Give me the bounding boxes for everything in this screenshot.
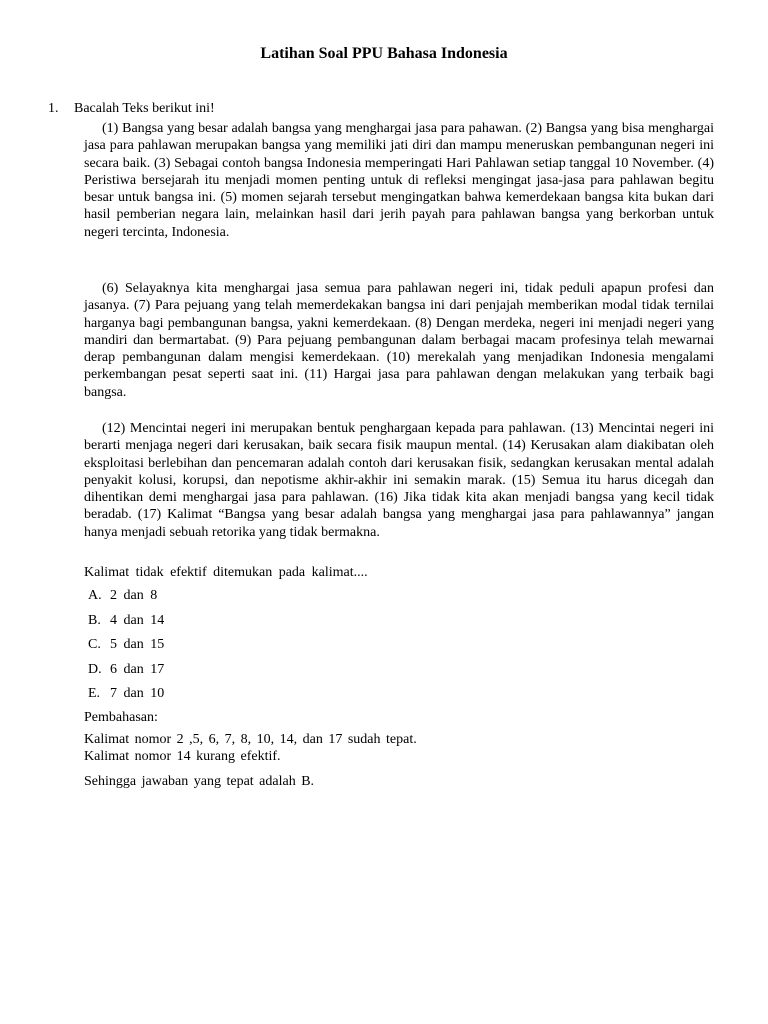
- answer-option-a: [88, 587, 164, 612]
- answer-option-e: [88, 685, 164, 710]
- option-text: 5 dan 15: [110, 637, 165, 652]
- option-text: 4 dan 14: [110, 612, 165, 628]
- question-prompt: Bacalah Teks berikut ini!: [74, 101, 215, 116]
- option-letter: C.: [88, 637, 101, 652]
- answer-option-d: [88, 661, 164, 686]
- option-text: 6 dan 17: [110, 661, 165, 677]
- option-letter: A.: [88, 588, 102, 603]
- answer-option-c: [88, 636, 164, 661]
- answer-option-b: [88, 612, 164, 637]
- option-letter: D.: [88, 661, 102, 677]
- option-letter: E.: [88, 686, 101, 701]
- question-stem: Kalimat tidak efektif ditemukan pada kalimat....: [84, 565, 368, 580]
- discussion-label: Pembahasan:: [84, 710, 158, 725]
- option-text: 7 dan 10: [110, 686, 165, 701]
- option-text: 2 dan 8: [110, 588, 158, 603]
- answer-options: [88, 587, 164, 710]
- document-title: Latihan Soal PPU Bahasa Indonesia: [260, 45, 508, 62]
- option-letter: B.: [88, 612, 101, 628]
- text-paragraph-1: (1) Bangsa yang besar adalah bangsa yang menghargai jasa para pahawan. (2) Bangsa yang bisa menghargai jasa para pahlawan merupakan bangsa yang memiliki jati diri dan mampu meneruskan pembangunan negeri ini secara baik. (3) Sebagai contoh bangsa Indonesia memperingati Hari Pahlawan setiap tanggal 10 November. (4) Peristiwa bersejarah itu menjadi momen penting untuk di refleksi mengingat jasa-jasa para pahlawan begitu besar untuk bangsa ini. (5) momen sejarah tersebut mengingatkan bahwa kemerdekaan bangsa kita bukan dari hasil pemberian negara lain, melainkan hasil dari jerih payah para pahlawan bangsa yang berkorban untuk negeri tercinta, Indonesia.: [84, 121, 714, 240]
- text-paragraph-3: (12) Mencintai negeri ini merupakan bentuk penghargaan kepada para pahlawan. (13) Mencintai negeri ini berarti menjaga negeri dari kerusakan, baik secara fisik maupun mental. (14) Kerusakan alam diakibatan oleh eksploitasi berlebihan dan pencemaran adalah contoh dari kerusakan fisik, sedangkan kerusakan mental adalah penyakit kolusi, korupsi, dan nepotisme akhir-akhir ini semakin marak. (15) Semua itu harus dicegah dan dihentikan demi menghargai jasa para pahlawan. (16) Jika tidak kita akan menjadi bangsa yang kecil tidak beradab. (17) Kalimat “Bangsa yang besar adalah bangsa yang menghargai jasa para pahlawannya” jangan hanya menjadi sebuah retorika yang tidak bermakna.: [84, 421, 714, 540]
- discussion-conclusion: Sehingga jawaban yang tepat adalah B.: [84, 774, 315, 789]
- question-number: 1.: [48, 101, 59, 116]
- text-paragraph-2: (6) Selayaknya kita menghargai jasa semua para pahlawan negeri ini, tidak peduli apapun profesi dan jasanya. (7) Para pejuang yang telah memerdekakan bangsa ini dari penjajah memberikan modal tidak ternilai harganya bagi pembangunan bangsa, yakni kemerdekaan. (8) Dengan merdeka, negeri ini menjadi negeri yang mandiri dan bermartabat. (9) Para pejuang pembangunan dalam berbagai macam profesinya telah mewarnai derap pembangunan dalam mengisi kemerdekaan. (10) merekalah yang menjadikan Indonesia mengalami perkembangan pesat seperti saat ini. (11) Hargai jasa para pahlawan dengan melakukan yang terbaik bagi bangsa.: [84, 281, 714, 400]
- discussion-text: Kalimat nomor 2 ,5, 6, 7, 8, 10, 14, dan 17 sudah tepat. Kalimat nomor 14 kurang efektif.: [84, 732, 417, 764]
